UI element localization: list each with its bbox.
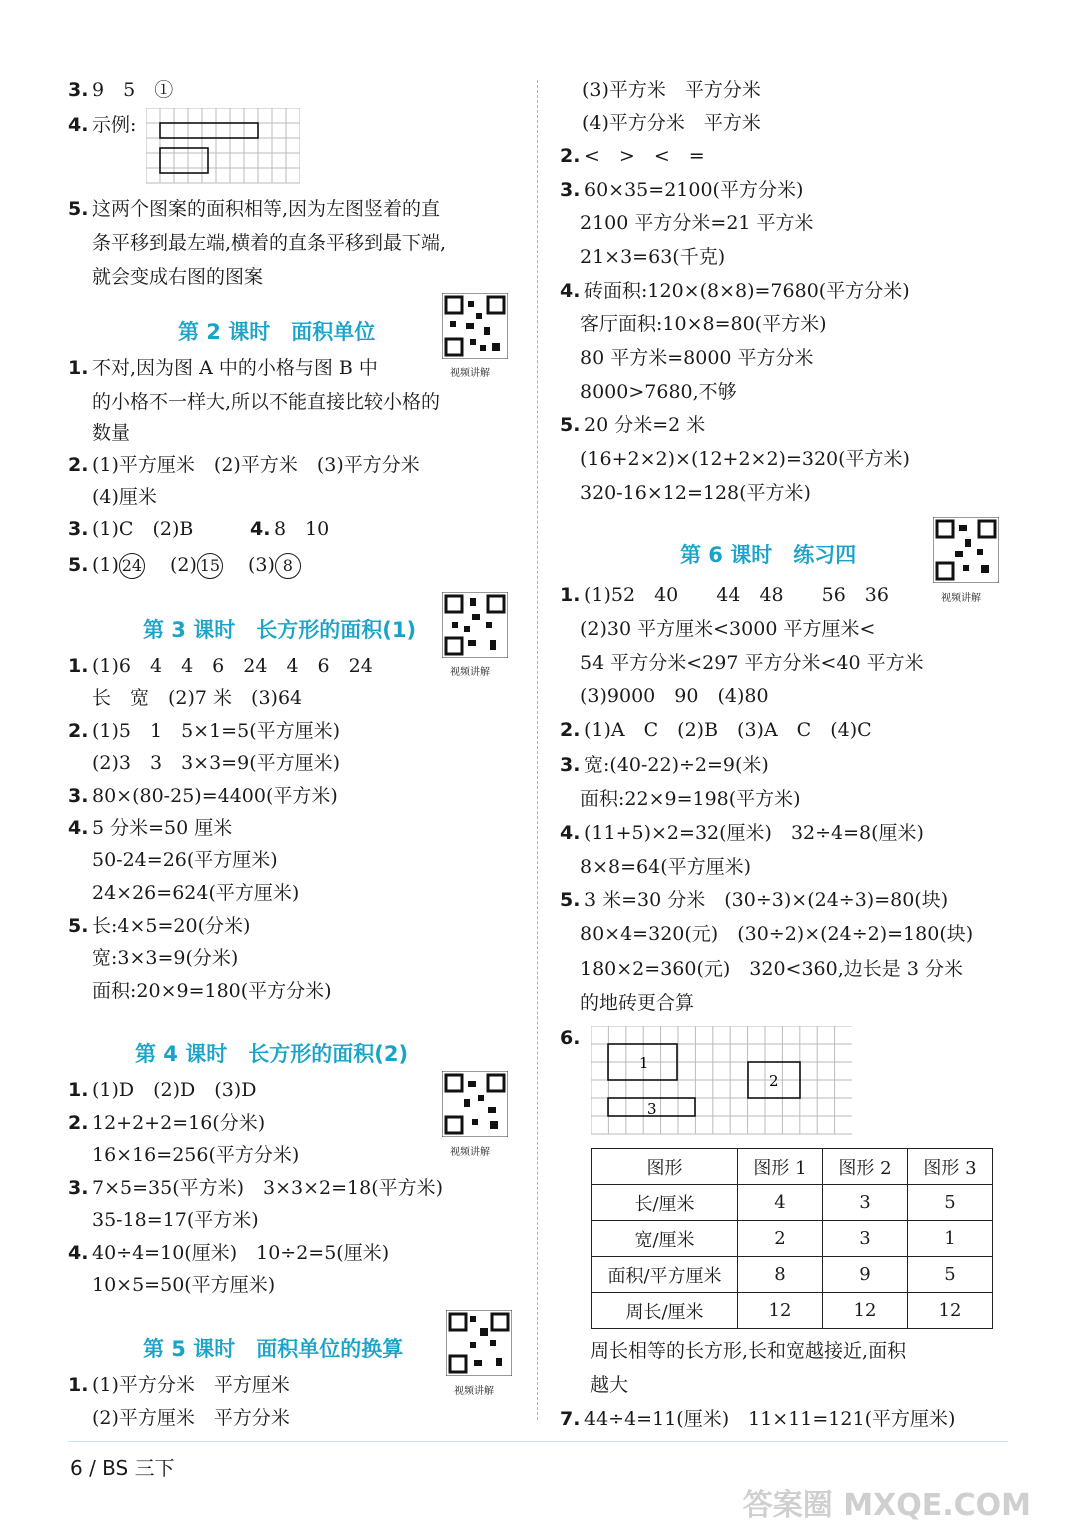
- table-cell: 12: [908, 1293, 993, 1329]
- answer-line: 面积:22×9=198(平方米): [580, 788, 801, 810]
- answer-text: (2): [169, 554, 197, 576]
- answer-line: 44÷4=11(厘米) 11×11=121(平方厘米): [584, 1408, 956, 1430]
- circled-number: 15: [197, 553, 223, 579]
- qr-caption: 视频讲解: [941, 593, 981, 604]
- item-num: 4.: [560, 822, 581, 844]
- figure-label-1: 1: [639, 1054, 649, 1072]
- answer-line: 21×3=63(千克): [580, 246, 726, 268]
- item-num: 5.: [68, 554, 89, 576]
- answer-text: ①: [154, 79, 174, 101]
- item-num: 3.: [68, 785, 89, 807]
- answer-line: 320-16×12=128(平方米): [580, 482, 811, 504]
- table-cell: 12: [738, 1293, 823, 1329]
- answer-line: (1)平方厘米 (2)平方米 (3)平方分米: [92, 454, 420, 476]
- answer-line: 16×16=256(平方分米): [92, 1144, 300, 1166]
- item-num: 3.: [560, 754, 581, 776]
- table-cell: 2: [738, 1221, 823, 1257]
- item-num: 1.: [68, 1079, 89, 1101]
- answer-line: (1)D (2)D (3)D: [92, 1079, 257, 1101]
- table-cell: 5: [908, 1185, 993, 1221]
- qr-code[interactable]: [446, 1310, 512, 1376]
- table-row: [592, 1293, 993, 1329]
- answer-line: 54 平方分米<297 平方分米<40 平方米: [580, 652, 924, 674]
- table-row: [592, 1185, 993, 1221]
- table-cell: 周长/厘米: [592, 1293, 738, 1329]
- answer-line: 宽:(40-22)÷2=9(米): [584, 754, 769, 776]
- grid-example: [146, 108, 300, 184]
- table-cell: 4: [738, 1185, 823, 1221]
- qr-code[interactable]: [442, 592, 508, 658]
- table-cell: 面积/平方厘米: [592, 1257, 738, 1293]
- answer-text: (3): [247, 554, 275, 576]
- footer-rule: [68, 1441, 1008, 1442]
- item-num: 2.: [560, 145, 581, 167]
- answer-line: 60×35=2100(平方分米): [584, 179, 804, 201]
- lesson-title: 第 2 课时 面积单位: [178, 320, 376, 344]
- answer-line: 长 宽 (2)7 米 (3)64: [92, 687, 303, 709]
- answer-line: 长:4×5=20(分米): [92, 915, 251, 937]
- answer-line: 数量: [92, 422, 131, 444]
- item-num: 5.: [68, 198, 89, 220]
- answer-line: 就会变成右图的图案: [92, 266, 264, 288]
- qr-caption: 视频讲解: [454, 1386, 494, 1397]
- table-header-row: [592, 1149, 993, 1185]
- table-row: [592, 1221, 993, 1257]
- answer-line: 10×5=50(平方厘米): [92, 1274, 276, 1296]
- answer-line: [92, 552, 301, 579]
- item-num: 2.: [68, 1112, 89, 1134]
- answer-line: 80 平方米=8000 平方分米: [580, 347, 814, 369]
- answer-line: (11+5)×2=32(厘米) 32÷4=8(厘米): [584, 822, 924, 844]
- answer-line: (2)3 3 3×3=9(平方厘米): [92, 752, 341, 774]
- answer-line: 条平移到最左端,横着的直条平移到最下端,: [92, 232, 447, 254]
- answer-line: 3 米=30 分米 (30÷3)×(24÷3)=80(块): [584, 889, 949, 911]
- answer-line: 宽:3×3=9(分米): [92, 947, 239, 969]
- table-header-cell: 图形: [592, 1149, 738, 1185]
- qr-caption: 视频讲解: [450, 368, 490, 379]
- item-num: 4.: [68, 817, 89, 839]
- answer-line: 12+2+2=16(分米): [92, 1112, 266, 1134]
- answer-line: 5 分米=50 厘米: [92, 817, 233, 839]
- item-num: 4.: [250, 518, 271, 540]
- answer-line: 周长相等的长方形,长和宽越接近,面积: [590, 1340, 907, 1362]
- answer-text: 9 5: [92, 79, 136, 101]
- answer-line: < > < =: [584, 145, 705, 167]
- answer-line: 8 10: [274, 518, 330, 540]
- answer-line: 8000>7680,不够: [580, 381, 737, 403]
- item-num: 3.: [68, 1177, 89, 1199]
- answer-line: 示例:: [92, 114, 137, 136]
- table-header-cell: 图形 1: [738, 1149, 823, 1185]
- table-cell: 8: [738, 1257, 823, 1293]
- table-cell: 12: [823, 1293, 908, 1329]
- qr-caption: 视频讲解: [450, 1147, 490, 1158]
- answer-line: (1)5 1 5×1=5(平方厘米): [92, 720, 341, 742]
- circled-number: 8: [275, 553, 301, 579]
- item-num: 1.: [68, 1374, 89, 1396]
- answer-line: 35-18=17(平方米): [92, 1209, 259, 1231]
- qr-code[interactable]: [442, 1071, 508, 1137]
- answer-line: 40÷4=10(厘米) 10÷2=5(厘米): [92, 1242, 390, 1264]
- item-num: 5.: [560, 889, 581, 911]
- answer-line: 80×(80-25)=4400(平方米): [92, 785, 338, 807]
- answer-line: 7×5=35(平方米) 3×3×2=18(平方米): [92, 1177, 444, 1199]
- qr-caption: 视频讲解: [450, 667, 490, 678]
- answer-line: (1)平方分米 平方厘米: [92, 1374, 290, 1396]
- table-cell: 宽/厘米: [592, 1221, 738, 1257]
- answer-line: 不对,因为图 A 中的小格与图 B 中: [92, 357, 378, 379]
- results-table: [591, 1148, 993, 1329]
- answer-line: (4)平方分米 平方米: [582, 112, 761, 134]
- qr-code[interactable]: [933, 517, 999, 583]
- answer-line: 客厅面积:10×8=80(平方米): [580, 313, 827, 335]
- watermark: 答案圈 MXQE.COM: [742, 1488, 1031, 1523]
- lesson-title: 第 6 课时 练习四: [680, 543, 857, 567]
- answer-line: 的地砖更合算: [580, 992, 695, 1014]
- answer-line: (4)厘米: [92, 486, 157, 508]
- table-cell: 1: [908, 1221, 993, 1257]
- item-num: 3.: [68, 79, 89, 101]
- answer-line: (1)6 4 4 6 24 4 6 24: [92, 655, 373, 677]
- answer-line: (2)30 平方厘米<3000 平方厘米<: [580, 618, 876, 640]
- answer-line: (3)平方米 平方分米: [582, 79, 761, 101]
- figure-label-3: 3: [647, 1100, 657, 1118]
- page-number: 6 / BS 三下: [70, 1456, 175, 1480]
- figure-label-2: 2: [769, 1072, 779, 1090]
- answer-line: 180×2=360(元) 320<360,边长是 3 分米: [580, 958, 963, 980]
- item-num: 1.: [68, 357, 89, 379]
- answer-line: 越大: [590, 1374, 629, 1396]
- lesson-title: 第 3 课时 长方形的面积(1): [143, 618, 417, 642]
- circled-number: 24: [119, 553, 145, 579]
- table-header-cell: 图形 3: [908, 1149, 993, 1185]
- table-cell: 长/厘米: [592, 1185, 738, 1221]
- answer-line: (1)C (2)B: [92, 518, 194, 540]
- table-cell: 9: [823, 1257, 908, 1293]
- answer-line: [92, 77, 173, 103]
- table-cell: 3: [823, 1221, 908, 1257]
- lesson-title: 第 5 课时 面积单位的换算: [143, 1337, 404, 1361]
- item-num: 5.: [68, 915, 89, 937]
- item-num: 4.: [68, 114, 89, 136]
- lesson-title: 第 4 课时 长方形的面积(2): [135, 1042, 409, 1066]
- answer-text: (1): [92, 554, 119, 576]
- answer-line: 面积:20×9=180(平方分米): [92, 980, 332, 1002]
- grid-figure: [591, 1026, 855, 1136]
- item-num: 5.: [560, 414, 581, 436]
- column-divider: [537, 80, 538, 1420]
- table-cell: 5: [908, 1257, 993, 1293]
- item-num: 3.: [68, 518, 89, 540]
- item-num: 7.: [560, 1408, 581, 1430]
- answer-line: 8×8=64(平方厘米): [580, 856, 752, 878]
- answer-line: 这两个图案的面积相等,因为左图竖着的直: [92, 198, 441, 220]
- answer-line: 砖面积:120×(8×8)=7680(平方分米): [584, 280, 910, 302]
- table-row: [592, 1257, 993, 1293]
- answer-line: (16+2×2)×(12+2×2)=320(平方米): [580, 448, 910, 470]
- item-num: 4.: [560, 280, 581, 302]
- answer-line: 2100 平方分米=21 平方米: [580, 212, 814, 234]
- item-num: 2.: [560, 719, 581, 741]
- answer-line: 20 分米=2 米: [584, 414, 706, 436]
- item-num: 3.: [560, 179, 581, 201]
- answer-line: (1)A C (2)B (3)A C (4)C: [584, 719, 872, 741]
- item-num: 4.: [68, 1242, 89, 1264]
- item-num: 2.: [68, 454, 89, 476]
- item-num: 1.: [560, 584, 581, 606]
- answer-line: 24×26=624(平方厘米): [92, 882, 300, 904]
- qr-code[interactable]: [442, 293, 508, 359]
- answer-line: 80×4=320(元) (30÷2)×(24÷2)=180(块): [580, 923, 974, 945]
- table-header-cell: 图形 2: [823, 1149, 908, 1185]
- answer-line: (2)平方厘米 平方分米: [92, 1407, 290, 1429]
- table-cell: 3: [823, 1185, 908, 1221]
- answer-line: 50-24=26(平方厘米): [92, 849, 278, 871]
- answer-line: 的小格不一样大,所以不能直接比较小格的: [92, 391, 441, 413]
- item-num: 2.: [68, 720, 89, 742]
- item-num: 1.: [68, 655, 89, 677]
- answer-line: (3)9000 90 (4)80: [580, 685, 769, 707]
- item-num: 6.: [560, 1027, 581, 1049]
- answer-line: (1)52 40 44 48 56 36: [584, 584, 889, 606]
